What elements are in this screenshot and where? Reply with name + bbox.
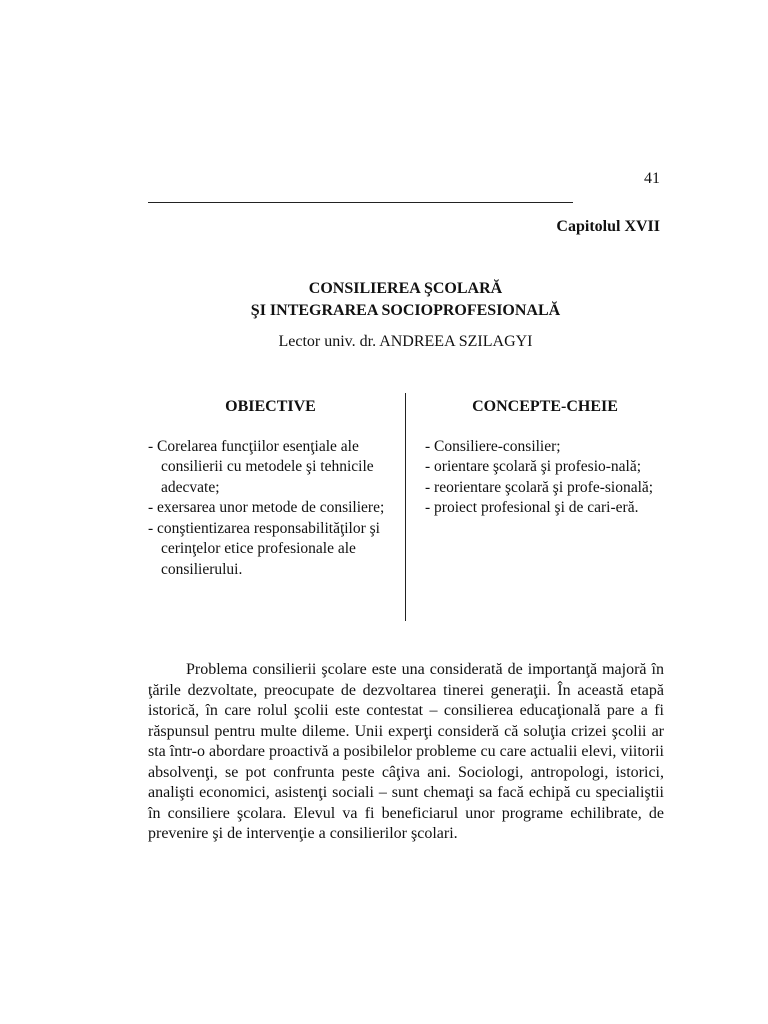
concept-item: - proiect profesional şi de cari-eră.	[425, 499, 639, 516]
concepts-list	[425, 437, 665, 519]
concepts-heading: CONCEPTE-CHEIE	[472, 398, 618, 415]
objective-item: - conştientizarea responsabilităţilor şi cerinţelor etice profesionale ale consilierului.	[148, 519, 380, 578]
chapter-title-line-1: CONSILIEREA ŞCOLARĂ	[308, 280, 503, 297]
concept-item: - Consiliere-consilier;	[425, 437, 561, 455]
objectives-heading: OBIECTIVE	[225, 398, 316, 415]
header-rule	[148, 202, 573, 203]
concept-item: - reorientare şcolară şi profe-sională;	[425, 478, 654, 496]
author-line: Lector univ. dr. ANDREEA SZILAGYI	[278, 333, 533, 350]
objectives-list	[148, 437, 393, 581]
chapter-title-line-2: ŞI INTEGRAREA SOCIOPROFESIONALĂ	[250, 302, 561, 319]
chapter-title	[148, 278, 663, 322]
chapter-label: Capitolul XVII	[556, 218, 660, 235]
concepts-column	[425, 397, 665, 519]
column-divider	[405, 393, 406, 621]
body-paragraph: Problema consilierii şcolare este una considerată de importanţă majoră în ţările dezvoltate, preocupate de dezvoltarea tinerei generaţii. În această etapă istorică, în care rolul şcolii este contestat – consilierea educaţională pare a fi răspunsul pentru multe dileme. Unii experţi consideră că soluţia crizei şcolii ar sta într-o abordare proactivă a posibilelor probleme cu care actualii elevi, viitorii absolvenţi, se pot confrunta peste câţiva ani. Sociologi, antropologi, istorici, analişti economici, asistenţi sociali – sunt chemaţi sa facă echipă cu specialiştii în consiliere şcolara. Elevul va fi beneficiarul unor programe echilibrate, de prevenire şi de intervenţie a consilierilor şcolari.	[148, 661, 664, 842]
page-number: 41	[644, 170, 660, 187]
objectives-column	[148, 397, 393, 580]
concept-item: - orientare şcolară şi profesio-nală;	[425, 458, 642, 475]
objective-item: - exersarea unor metode de consiliere;	[148, 499, 385, 516]
objective-item: - Corelarea funcţiilor esenţiale ale consilierii cu metodele şi tehnicile adecvate;	[148, 437, 374, 496]
